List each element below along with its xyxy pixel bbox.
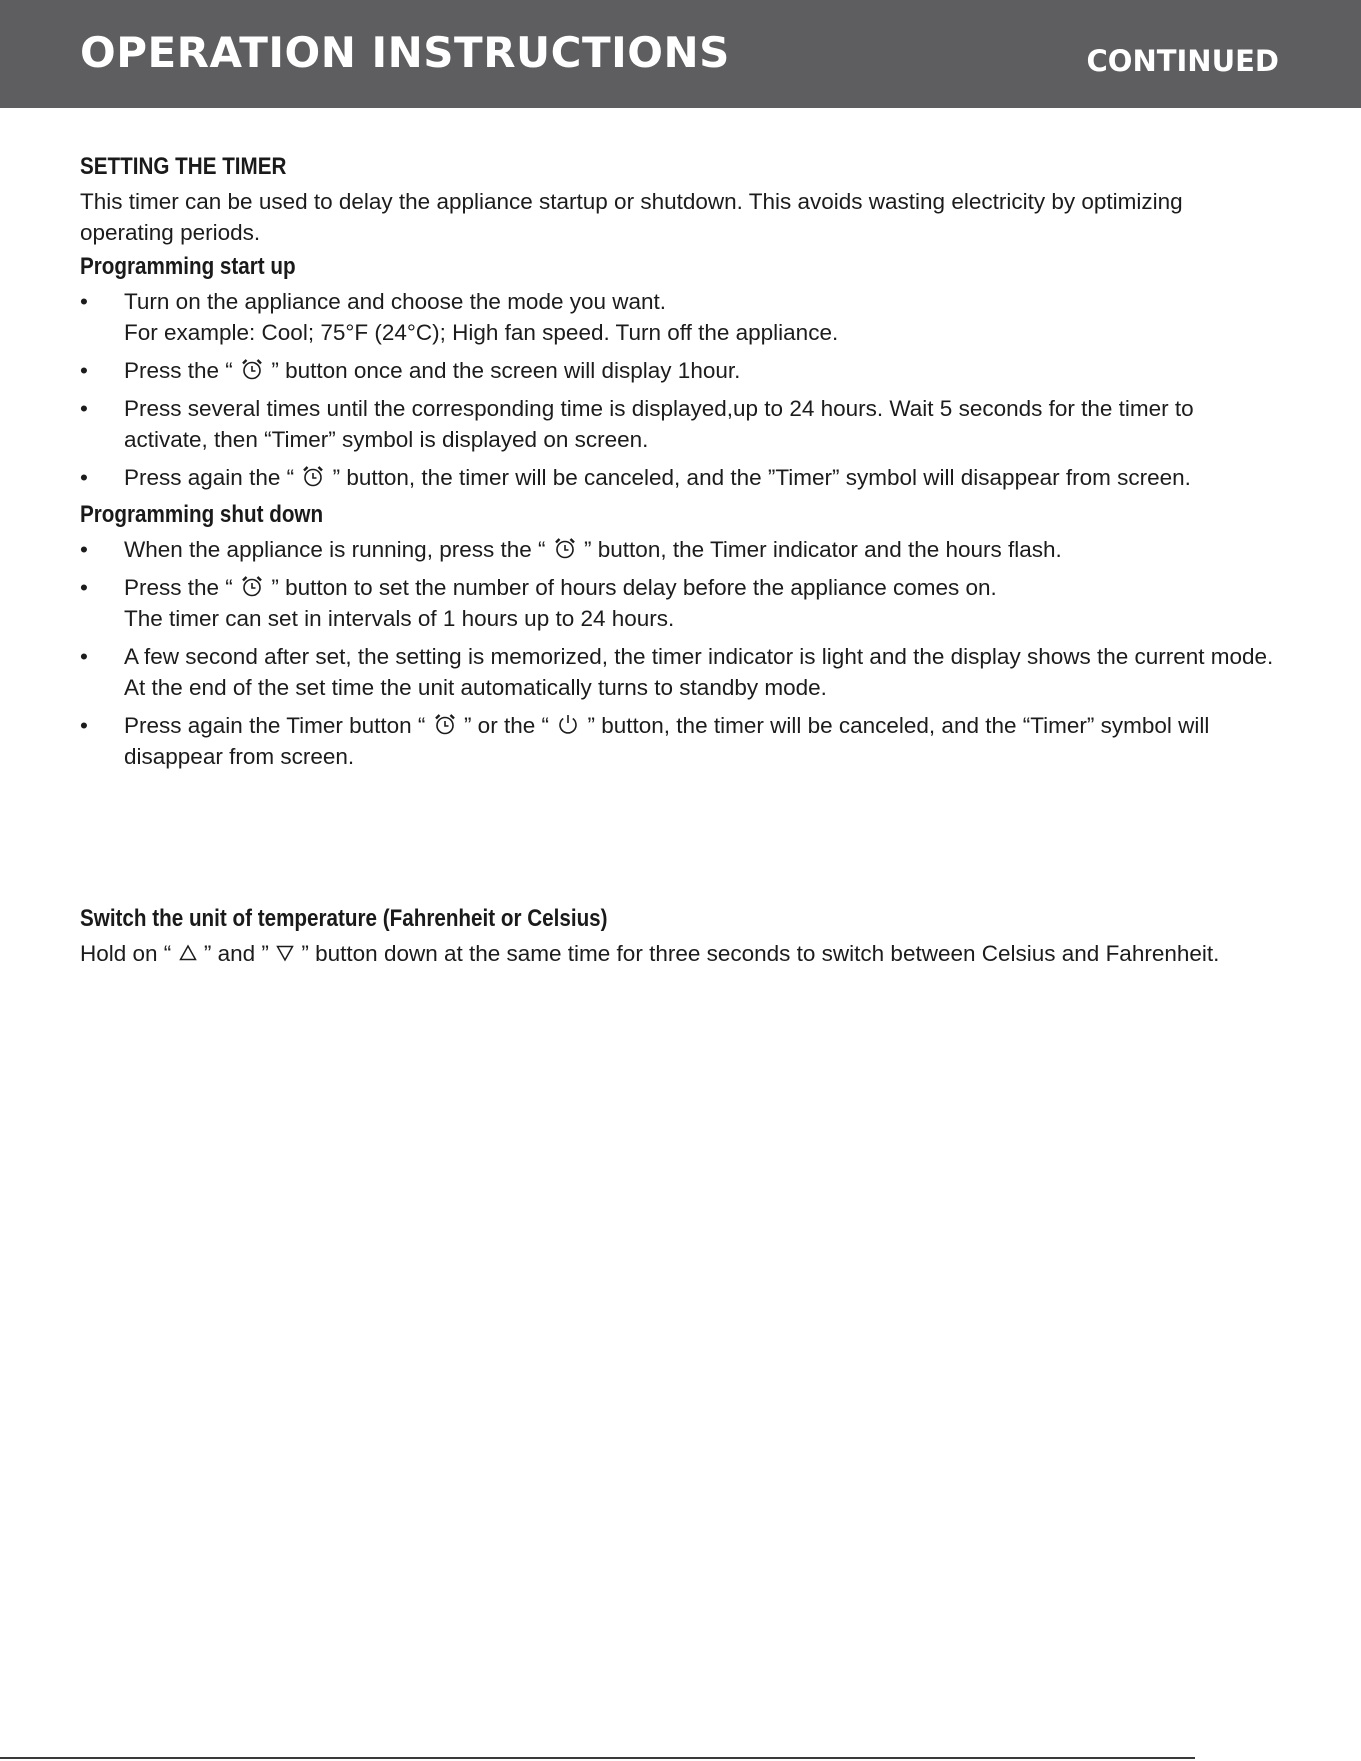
list-item-text-before: Press again the Timer button “ bbox=[124, 713, 426, 738]
subheading-switch-unit: Switch the unit of temperature (Fahrenheit or Celsius) bbox=[80, 905, 608, 932]
subheading-start-up: Programming start up bbox=[80, 253, 296, 280]
list-item-example: For example: Cool; 75°F (24°C); High fan speed. Turn off the appliance. bbox=[124, 320, 839, 345]
list-item-text-after: ” button, the Timer indicator and the hours flash. bbox=[584, 537, 1062, 562]
list-item bbox=[80, 641, 1280, 703]
page-title: OPERATION INSTRUCTIONS bbox=[80, 28, 730, 77]
list-item-text-before: Press the “ bbox=[124, 575, 233, 600]
bullet: • bbox=[80, 644, 88, 669]
triangle-down-icon bbox=[276, 944, 294, 962]
list-item-text-after: ” button once and the screen will display 1hour. bbox=[271, 358, 741, 383]
list-item-text: Press several times until the corresponding time is displayed,up to 24 hours. Wait 5 seconds for the timer to activate, then “Timer” symbol is displayed on screen. bbox=[124, 396, 1194, 452]
bullet: • bbox=[80, 396, 88, 421]
start-up-list bbox=[80, 286, 1280, 493]
list-item bbox=[80, 355, 1280, 386]
alarm-clock-icon bbox=[301, 464, 325, 488]
shut-down-list bbox=[80, 534, 1280, 772]
list-item-text-before: Press again the “ bbox=[124, 465, 295, 490]
subheading-shut-down: Programming shut down bbox=[80, 501, 324, 528]
bullet: • bbox=[80, 358, 88, 383]
bullet: • bbox=[80, 465, 88, 490]
bullet: • bbox=[80, 289, 88, 314]
bullet: • bbox=[80, 713, 88, 738]
list-item bbox=[80, 462, 1280, 493]
triangle-up-icon bbox=[179, 944, 197, 962]
main-content bbox=[80, 152, 1280, 779]
switch-text-before: Hold on “ bbox=[80, 941, 172, 966]
bullet: • bbox=[80, 537, 88, 562]
list-item bbox=[80, 393, 1280, 455]
list-item-note: The timer can set in intervals of 1 hours up to 24 hours. bbox=[124, 606, 675, 631]
alarm-clock-icon bbox=[240, 574, 264, 598]
list-item-text: A few second after set, the setting is memorized, the timer indicator is light and the display shows the current mode. At the end of the set time the unit automatically turns to standby mode. bbox=[124, 644, 1274, 700]
power-icon bbox=[556, 712, 580, 736]
switch-text-middle: ” and ” bbox=[203, 941, 269, 966]
alarm-clock-icon bbox=[433, 712, 457, 736]
list-item-text-after: ” button, the timer will be canceled, and the “Timer” symbol will disappear from screen. bbox=[124, 713, 1210, 769]
list-item-text-after: ” button, the timer will be canceled, and the ”Timer” symbol will disappear from screen. bbox=[332, 465, 1191, 490]
list-item-text-before: Press the “ bbox=[124, 358, 233, 383]
continued-label: CONTINUED bbox=[1086, 44, 1279, 78]
list-item bbox=[80, 286, 1280, 348]
section-heading-setting-timer: SETTING THE TIMER bbox=[80, 153, 287, 180]
list-item-text-middle: ” or the “ bbox=[463, 713, 549, 738]
alarm-clock-icon bbox=[240, 357, 264, 381]
list-item bbox=[80, 572, 1280, 634]
list-item-text-after: ” button to set the number of hours delay before the appliance comes on. bbox=[271, 575, 997, 600]
bullet: • bbox=[80, 575, 88, 600]
intro-paragraph: This timer can be used to delay the appliance startup or shutdown. This avoids wasting electricity by optimizing operating periods. bbox=[80, 189, 1183, 245]
list-item-text-before: When the appliance is running, press the “ bbox=[124, 537, 546, 562]
switch-text-after: ” button down at the same time for three seconds to switch between Celsius and Fahrenheit. bbox=[301, 941, 1220, 966]
list-item bbox=[80, 710, 1280, 772]
list-item-text: Turn on the appliance and choose the mode you want. bbox=[124, 289, 667, 314]
alarm-clock-icon bbox=[553, 536, 577, 560]
footer-divider bbox=[0, 1757, 1195, 1759]
list-item bbox=[80, 534, 1280, 565]
switch-unit-section bbox=[80, 904, 1280, 969]
switch-unit-paragraph bbox=[80, 938, 1280, 969]
header-bar bbox=[0, 0, 1361, 108]
